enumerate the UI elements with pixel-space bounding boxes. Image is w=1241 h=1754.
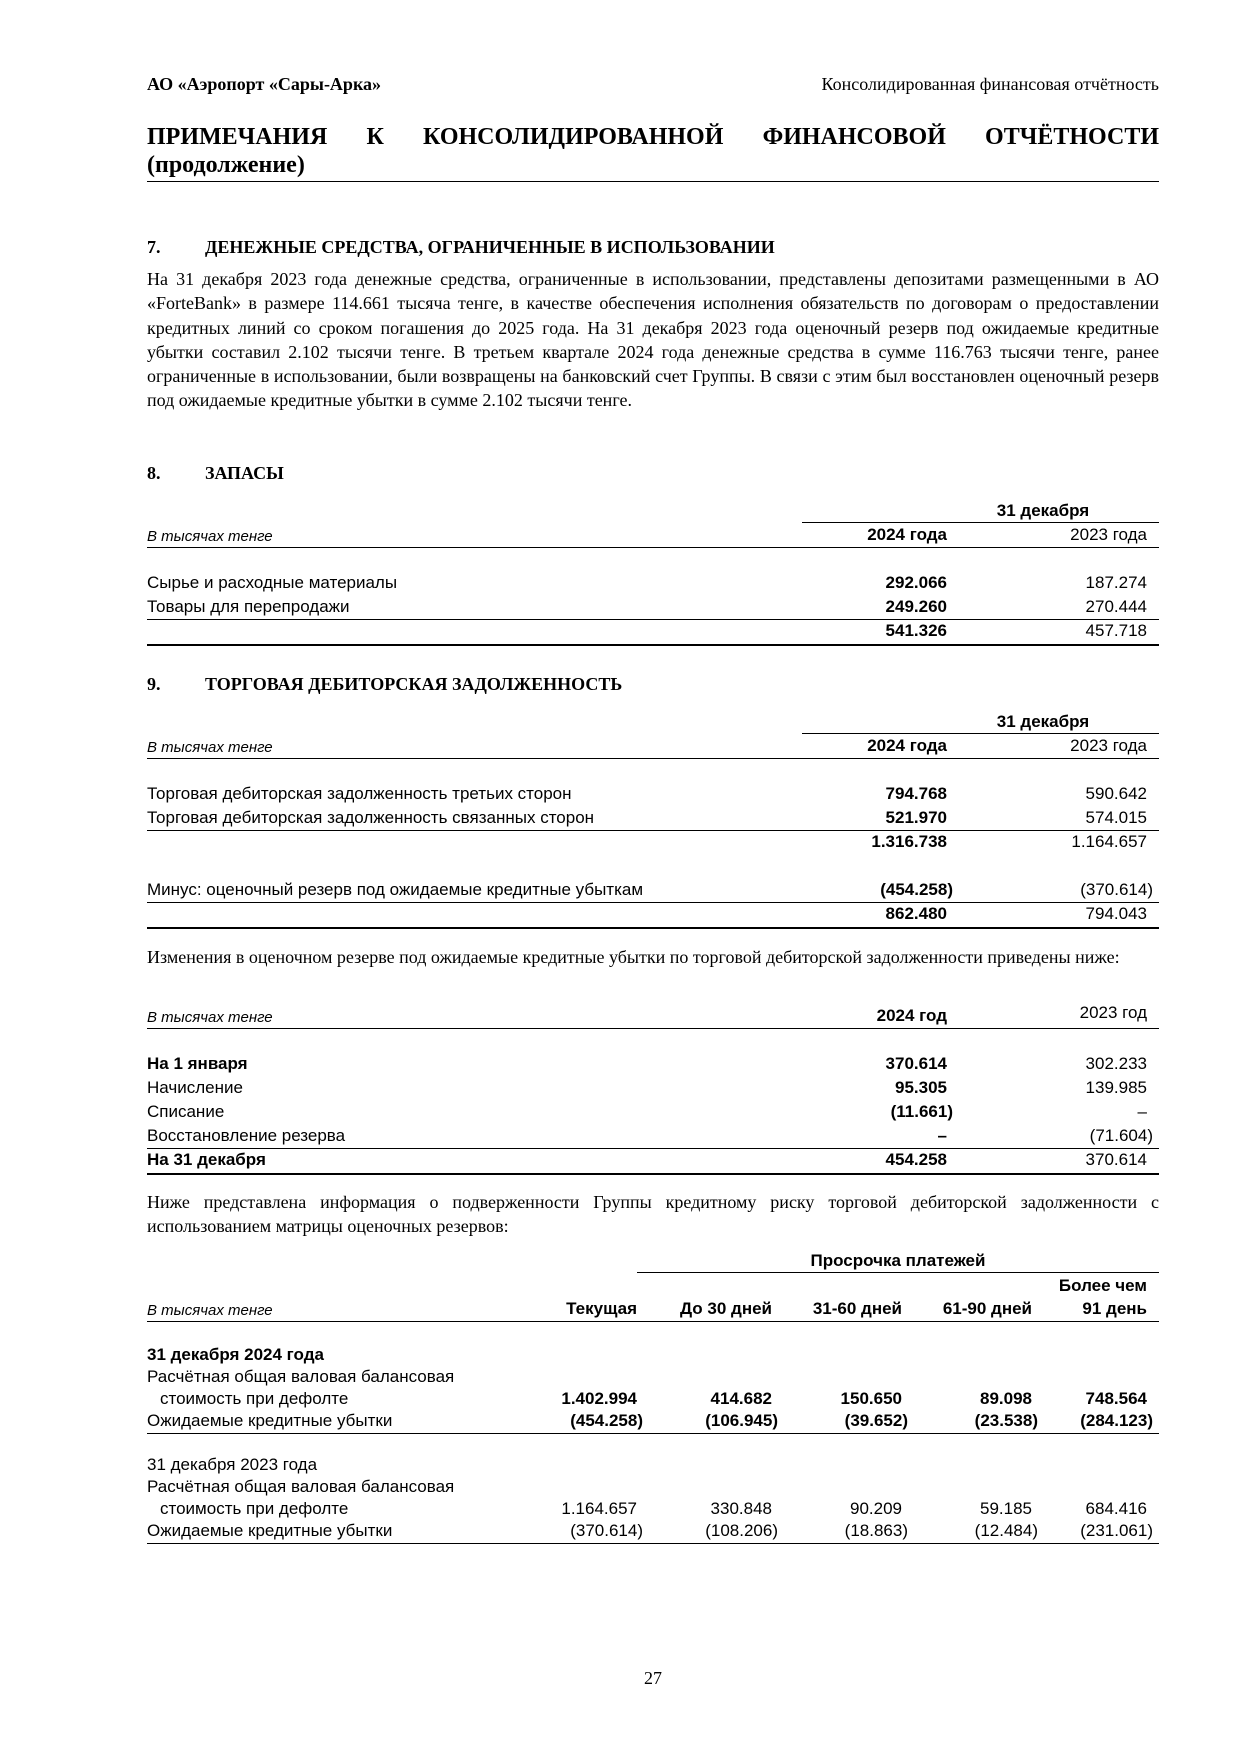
value-current: (454.258): [570, 1411, 643, 1430]
page-number: 27: [644, 1668, 662, 1688]
section-title: ДЕНЕЖНЫЕ СРЕДСТВА, ОГРАНИЧЕННЫЕ В ИСПОЛЬЗОВАНИИ: [205, 237, 775, 257]
value-2024: 249.260: [885, 597, 947, 616]
section-7-heading: [147, 237, 775, 258]
value-2023: 574.015: [1085, 808, 1147, 827]
allowance-label: Минус: оценочный резерв под ожидаемые кредитные убыткам: [147, 880, 644, 899]
column-header-2023: 2023 года: [1070, 736, 1147, 755]
matrix-intro: Ниже представлена информация о подверженности Группы кредитному риску торговой дебиторской задолженности с использованием матрицы оценочных резервов:: [147, 1192, 1159, 1237]
section-title: ТОРГОВАЯ ДЕБИТОРСКАЯ ЗАДОЛЖЕННОСТЬ: [205, 674, 623, 694]
row-label: На 31 декабря: [147, 1150, 266, 1169]
value-31-60: 90.209: [850, 1499, 902, 1518]
total-2024: 862.480: [885, 904, 947, 923]
unit-label: В тысячах тенге: [147, 1302, 273, 1319]
value-2023: (71.604): [1089, 1126, 1153, 1145]
row-label: Сырье и расходные материалы: [147, 573, 398, 592]
title-word: ФИНАНСОВОЙ: [762, 124, 946, 150]
column-header-2024: 2024 года: [867, 736, 947, 755]
value-31-60: (18.863): [844, 1521, 908, 1540]
column-header-over-91-b: 91 день: [1082, 1299, 1147, 1318]
unit-label: В тысячах тенге: [147, 1009, 273, 1026]
value-61-90: 59.185: [980, 1499, 1032, 1518]
column-header-over-91-a: Более чем: [1058, 1276, 1147, 1295]
value-current: 1.164.657: [561, 1499, 637, 1518]
section-title: ЗАПАСЫ: [205, 463, 284, 483]
value-over-91: (231.061): [1080, 1521, 1153, 1540]
column-header-current: Текущая: [566, 1299, 637, 1318]
block-rule: [147, 1433, 1159, 1434]
subtotal-rule: [147, 1148, 1159, 1149]
section-number: 8.: [147, 463, 161, 483]
column-header-2024: 2024 года: [867, 525, 947, 544]
value-up-to-30: (108.206): [705, 1521, 778, 1540]
row-label: Торговая дебиторская задолженность связанных сторон: [147, 808, 595, 827]
value-2024: 370.614: [885, 1054, 947, 1073]
movement-intro: Изменения в оценочном резерве под ожидаемые кредитные убытки по торговой дебиторской задолженности приведены ниже:: [147, 947, 1120, 967]
report-name: Консолидированная финансовая отчётность: [821, 74, 1159, 94]
value-61-90: 89.098: [980, 1389, 1032, 1408]
section-9-heading: [147, 674, 622, 695]
row-label: Расчётная общая валовая балансовая: [147, 1477, 455, 1496]
row-label: Торговая дебиторская задолженность третьих сторон: [147, 784, 572, 803]
document-page: [147, 0, 1159, 1754]
column-group-header: 31 декабря: [996, 712, 1090, 731]
title-word: К: [366, 124, 384, 150]
value-up-to-30: (106.945): [705, 1411, 778, 1430]
value-2023: 590.642: [1085, 784, 1147, 803]
subtotal-2023: 1.164.657: [1071, 832, 1147, 851]
total-rule: [147, 927, 1159, 929]
column-header-2023: 2023 года: [1070, 525, 1147, 544]
total-2024: 541.326: [885, 621, 947, 640]
title-word: ОТЧЁТНОСТИ: [985, 124, 1159, 150]
value-61-90: (23.538): [974, 1411, 1038, 1430]
total-rule: [147, 644, 1159, 646]
value-over-91: 748.564: [1085, 1389, 1147, 1408]
subtotal-2024: 1.316.738: [871, 832, 947, 851]
title-word: ПРИМЕЧАНИЯ: [147, 124, 328, 150]
header-rule: [147, 758, 1159, 759]
header-rule: [147, 1321, 1159, 1322]
value-2024: 95.305: [895, 1078, 947, 1097]
value-31-60: (39.652): [844, 1411, 908, 1430]
value-2023: 270.444: [1085, 597, 1147, 616]
header-rule: [147, 547, 1159, 548]
row-label: Восстановление резерва: [147, 1126, 346, 1145]
column-header-61-90: 61-90 дней: [942, 1299, 1032, 1318]
section-7-text: На 31 декабря 2023 года денежные средства, ограниченные в использовании, представлены депозитами размещенными в АО «ForteBank» в размере 114.661 тысяча тенге, в качестве обеспечения исполнения обязательств по договорам о предоставлении кредитных линий со сроком погашения до 2025 года. На 31 декабря 2023 года оценочный резерв под ожидаемые кредитные убытки составил 2.102 тысячи тенге. В третьем квартале 2024 года денежные средства в сумме 116.763 тысячи тенге, ранее ограниченные в использовании, были возвращены на банковский счет Группы. В связи с этим был восстановлен оценочный резерв под ожидаемые кредитные убытки в сумме 2.102 тысячи тенге.: [147, 269, 1159, 411]
section-8-heading: [147, 463, 284, 484]
total-2023: 457.718: [1085, 621, 1147, 640]
column-header-31-60: 31-60 дней: [812, 1299, 902, 1318]
value-2024: 292.066: [885, 573, 947, 592]
column-header-2023: 2023 год: [1079, 1003, 1147, 1022]
title-continuation: (продолжение): [147, 152, 305, 178]
value-up-to-30: 414.682: [710, 1389, 772, 1408]
header-rule: [147, 1028, 1159, 1029]
subtotal-rule: [147, 902, 1159, 903]
value-2023: –: [1137, 1102, 1147, 1121]
row-label: Товары для перепродажи: [147, 597, 350, 616]
column-header-up-to-30: До 30 дней: [679, 1299, 772, 1318]
value-2023: 187.274: [1085, 573, 1147, 592]
group-header-rule: [802, 522, 1159, 523]
allowance-2023: (370.614): [1080, 880, 1153, 899]
title-word: КОНСОЛИДИРОВАННОЙ: [423, 124, 724, 150]
column-header-2024: 2024 год: [876, 1006, 947, 1025]
value-31-60: 150.650: [840, 1389, 902, 1408]
value-2024: –: [937, 1126, 947, 1145]
value-2024: 794.768: [885, 784, 947, 803]
value-2023: 302.233: [1085, 1054, 1147, 1073]
block-date: 31 декабря 2024 года: [147, 1345, 324, 1364]
row-label: Расчётная общая валовая балансовая: [147, 1367, 455, 1386]
subtotal-rule: [147, 830, 1159, 831]
row-label: Ожидаемые кредитные убытки: [147, 1411, 393, 1430]
title-divider: [147, 181, 1159, 182]
row-label: Списание: [147, 1102, 225, 1121]
group-header-rule: [637, 1272, 1159, 1273]
value-up-to-30: 330.848: [710, 1499, 772, 1518]
unit-label: В тысячах тенге: [147, 739, 273, 756]
total-2024: 454.258: [885, 1150, 947, 1169]
page-title: [147, 123, 1159, 179]
block-rule: [147, 1543, 1159, 1544]
total-2023: 794.043: [1085, 904, 1147, 923]
section-number: 7.: [147, 237, 161, 257]
value-2024: 521.970: [885, 808, 947, 827]
column-group-header: 31 декабря: [996, 501, 1090, 520]
total-rule: [147, 1173, 1159, 1175]
section-number: 9.: [147, 674, 161, 694]
value-2023: 139.985: [1085, 1078, 1147, 1097]
value-61-90: (12.484): [974, 1521, 1038, 1540]
row-label: стоимость при дефолте: [160, 1499, 349, 1518]
row-label: Ожидаемые кредитные убытки: [147, 1521, 393, 1540]
value-over-91: 684.416: [1085, 1499, 1147, 1518]
value-2024: (11.661): [890, 1102, 953, 1121]
subtotal-rule: [147, 619, 1159, 620]
column-group-header: Просрочка платежей: [810, 1251, 986, 1270]
total-2023: 370.614: [1085, 1150, 1147, 1169]
value-current: 1.402.994: [561, 1389, 637, 1408]
block-date: 31 декабря 2023 года: [147, 1455, 318, 1474]
value-current: (370.614): [570, 1521, 643, 1540]
group-header-rule: [802, 733, 1159, 734]
unit-label: В тысячах тенге: [147, 528, 273, 545]
row-label: На 1 января: [147, 1054, 248, 1073]
value-over-91: (284.123): [1080, 1411, 1153, 1430]
company-name: АО «Аэропорт «Сары-Арка»: [147, 74, 382, 94]
row-label: стоимость при дефолте: [160, 1389, 349, 1408]
row-label: Начисление: [147, 1078, 243, 1097]
allowance-2024: (454.258): [880, 880, 953, 899]
